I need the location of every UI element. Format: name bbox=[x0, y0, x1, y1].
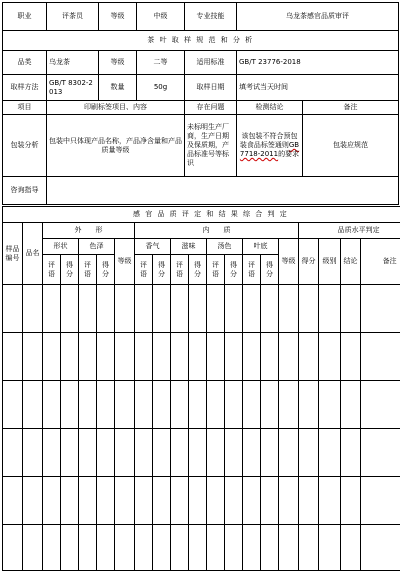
method-value: GB/T 8302-2013 bbox=[47, 75, 99, 101]
table-cell[interactable] bbox=[243, 477, 261, 525]
table-cell[interactable] bbox=[279, 525, 299, 571]
table-cell[interactable] bbox=[115, 285, 135, 333]
table-cell[interactable] bbox=[79, 333, 97, 381]
table-cell[interactable] bbox=[171, 381, 189, 429]
table-cell[interactable] bbox=[319, 477, 341, 525]
table-cell[interactable] bbox=[319, 381, 341, 429]
table-cell[interactable] bbox=[115, 381, 135, 429]
table-cell[interactable] bbox=[243, 285, 261, 333]
table-cell[interactable] bbox=[23, 381, 43, 429]
table-cell[interactable] bbox=[135, 333, 153, 381]
leaf-score: 得分 bbox=[261, 255, 279, 285]
table-cell[interactable] bbox=[299, 333, 319, 381]
section2-title: 感 官 品 质 评 定 和 结 果 综 合 判 定 bbox=[3, 207, 400, 223]
table-cell[interactable] bbox=[115, 477, 135, 525]
table-cell[interactable] bbox=[43, 525, 61, 571]
table-cell[interactable] bbox=[319, 285, 341, 333]
product-label: 品类 bbox=[3, 51, 47, 75]
occupation-value: 评茶员 bbox=[47, 3, 99, 31]
internal-header: 内 质 bbox=[135, 223, 299, 239]
table-cell[interactable] bbox=[319, 429, 341, 477]
shape-header: 形状 bbox=[43, 239, 79, 255]
date-value: 填考试当天时间 bbox=[237, 75, 399, 101]
pack-label: 包装分析 bbox=[3, 115, 47, 177]
item-label: 项目 bbox=[3, 101, 47, 115]
table-cell[interactable] bbox=[3, 285, 23, 333]
sample-no-header: 样品编号 bbox=[3, 223, 23, 285]
table-cell[interactable] bbox=[23, 429, 43, 477]
table-cell[interactable] bbox=[207, 429, 225, 477]
liquor-comment: 评语 bbox=[207, 255, 225, 285]
table-cell[interactable] bbox=[43, 333, 61, 381]
table-cell[interactable] bbox=[43, 285, 61, 333]
table-cell[interactable] bbox=[79, 381, 97, 429]
table-cell[interactable] bbox=[341, 477, 361, 525]
table-cell[interactable] bbox=[279, 477, 299, 525]
table-cell[interactable] bbox=[61, 525, 79, 571]
table-cell[interactable] bbox=[189, 525, 207, 571]
pack-content: 包装中只体现产品名称，产品净含量和产品质量等级 bbox=[47, 115, 185, 177]
table-cell[interactable] bbox=[341, 333, 361, 381]
overall-header: 品质水平判定 bbox=[299, 223, 400, 239]
table-cell[interactable] bbox=[207, 477, 225, 525]
table-cell[interactable] bbox=[135, 525, 153, 571]
table-cell[interactable] bbox=[341, 285, 361, 333]
table-cell[interactable] bbox=[61, 285, 79, 333]
table-row bbox=[3, 477, 400, 525]
table-cell[interactable] bbox=[279, 333, 299, 381]
standard-label: 适用标准 bbox=[185, 51, 237, 75]
consult-label: 咨询指导 bbox=[3, 177, 47, 205]
table-cell[interactable] bbox=[299, 429, 319, 477]
table-row bbox=[3, 429, 400, 477]
table-cell[interactable] bbox=[153, 525, 171, 571]
module-value: 乌龙茶感官品质审评 bbox=[237, 3, 399, 31]
color-comment: 评语 bbox=[79, 255, 97, 285]
table-cell[interactable] bbox=[207, 525, 225, 571]
table-cell[interactable] bbox=[97, 333, 115, 381]
method-label: 取样方法 bbox=[3, 75, 47, 101]
liquor-header: 汤色 bbox=[207, 239, 243, 255]
conclusion-text: 该包装不符合预包装食品标签通则 bbox=[240, 132, 298, 149]
liquor-score: 得分 bbox=[225, 255, 243, 285]
table-cell[interactable] bbox=[153, 333, 171, 381]
table-cell[interactable] bbox=[225, 477, 243, 525]
pack-problem: 未标明生产厂商，生产日期及保质期，产品标准号等标识 bbox=[185, 115, 237, 177]
table-cell[interactable] bbox=[171, 285, 189, 333]
table-cell[interactable] bbox=[261, 285, 279, 333]
aroma-comment: 评语 bbox=[135, 255, 153, 285]
table-cell[interactable] bbox=[61, 477, 79, 525]
table-cell[interactable] bbox=[299, 525, 319, 571]
table-cell[interactable] bbox=[3, 381, 23, 429]
table-cell[interactable] bbox=[135, 429, 153, 477]
table-cell[interactable] bbox=[361, 477, 400, 525]
table-cell[interactable] bbox=[79, 429, 97, 477]
table-cell[interactable] bbox=[189, 333, 207, 381]
table-cell[interactable] bbox=[279, 285, 299, 333]
leaf-header: 叶底 bbox=[243, 239, 279, 255]
pack-remark: 包装应规范 bbox=[303, 115, 399, 177]
table-cell[interactable] bbox=[135, 285, 153, 333]
table-cell[interactable] bbox=[115, 333, 135, 381]
table-cell[interactable] bbox=[261, 477, 279, 525]
table-cell[interactable] bbox=[43, 477, 61, 525]
remarks-header: 备注 bbox=[361, 239, 400, 285]
table-cell[interactable] bbox=[23, 285, 43, 333]
module-label: 专业技能 bbox=[185, 3, 237, 31]
name-header: 品名 bbox=[23, 223, 43, 285]
table-cell[interactable] bbox=[153, 429, 171, 477]
table-cell[interactable] bbox=[171, 333, 189, 381]
table-cell[interactable] bbox=[261, 429, 279, 477]
table-cell[interactable] bbox=[153, 285, 171, 333]
table-cell[interactable] bbox=[135, 477, 153, 525]
blank-rows bbox=[3, 285, 400, 571]
table-cell[interactable] bbox=[135, 381, 153, 429]
shape-score: 得分 bbox=[61, 255, 79, 285]
qty-label: 数量 bbox=[99, 75, 137, 101]
remark-label: 备注 bbox=[303, 101, 399, 115]
section1-title: 茶 叶 取 样 规 范 和 分 析 bbox=[3, 31, 399, 51]
table-cell[interactable] bbox=[243, 525, 261, 571]
level-label: 等级 bbox=[99, 51, 137, 75]
table-cell[interactable] bbox=[43, 381, 61, 429]
table-cell[interactable] bbox=[225, 381, 243, 429]
table-cell[interactable] bbox=[189, 429, 207, 477]
table-cell[interactable] bbox=[153, 477, 171, 525]
standard-value: GB/T 23776-2018 bbox=[237, 51, 399, 75]
content-label: 印刷标签项目、内容 bbox=[47, 101, 185, 115]
table-cell[interactable] bbox=[341, 429, 361, 477]
table-cell[interactable] bbox=[225, 525, 243, 571]
sampling-table bbox=[2, 2, 399, 205]
table-cell[interactable] bbox=[79, 285, 97, 333]
table-cell[interactable] bbox=[171, 477, 189, 525]
table-cell[interactable] bbox=[61, 381, 79, 429]
table-row bbox=[3, 525, 400, 571]
table-cell[interactable] bbox=[299, 381, 319, 429]
taste-header: 滋味 bbox=[171, 239, 207, 255]
table-cell[interactable] bbox=[23, 333, 43, 381]
product-value: 乌龙茶 bbox=[47, 51, 99, 75]
result-header: 结论 bbox=[341, 239, 361, 285]
table-cell[interactable] bbox=[319, 525, 341, 571]
table-row bbox=[3, 285, 400, 333]
conclusion-suffix: 的要求 bbox=[278, 150, 299, 158]
date-label: 取样日期 bbox=[185, 75, 237, 101]
occupation-label: 职业 bbox=[3, 3, 47, 31]
time-label: 存在问题 bbox=[185, 101, 237, 115]
color-header: 色泽 bbox=[79, 239, 115, 255]
rank-header: 级别 bbox=[319, 239, 341, 285]
table-cell[interactable] bbox=[261, 381, 279, 429]
table-cell[interactable] bbox=[3, 429, 23, 477]
table-cell[interactable] bbox=[361, 333, 400, 381]
table-cell[interactable] bbox=[361, 285, 400, 333]
consult-value bbox=[47, 177, 399, 205]
table-cell[interactable] bbox=[319, 333, 341, 381]
table-cell[interactable] bbox=[3, 477, 23, 525]
table-cell[interactable] bbox=[171, 525, 189, 571]
table-cell[interactable] bbox=[61, 333, 79, 381]
aroma-header: 香气 bbox=[135, 239, 171, 255]
color-score: 得分 bbox=[97, 255, 115, 285]
table-cell[interactable] bbox=[299, 477, 319, 525]
table-cell[interactable] bbox=[225, 333, 243, 381]
conclusion-standard: GB7718-2011 bbox=[240, 141, 299, 158]
table-cell[interactable] bbox=[61, 429, 79, 477]
table-cell[interactable] bbox=[243, 333, 261, 381]
conclusion-label: 检测结论 bbox=[237, 101, 303, 115]
table-cell[interactable] bbox=[361, 429, 400, 477]
internal-level-header: 等级 bbox=[279, 239, 299, 285]
qty-value: 50g bbox=[137, 75, 185, 101]
aroma-score: 得分 bbox=[153, 255, 171, 285]
shape-comment: 评语 bbox=[43, 255, 61, 285]
taste-comment: 评语 bbox=[171, 255, 189, 285]
table-cell[interactable] bbox=[261, 333, 279, 381]
grade-label: 等级 bbox=[99, 3, 137, 31]
table-cell[interactable] bbox=[97, 477, 115, 525]
table-cell[interactable] bbox=[115, 525, 135, 571]
table-cell[interactable] bbox=[189, 477, 207, 525]
table-cell[interactable] bbox=[341, 525, 361, 571]
grade-value: 中级 bbox=[137, 3, 185, 31]
table-cell[interactable] bbox=[115, 429, 135, 477]
table-cell[interactable] bbox=[189, 285, 207, 333]
leaf-comment: 评语 bbox=[243, 255, 261, 285]
table-cell[interactable] bbox=[23, 525, 43, 571]
table-cell[interactable] bbox=[225, 285, 243, 333]
table-cell[interactable] bbox=[97, 381, 115, 429]
table-cell[interactable] bbox=[23, 477, 43, 525]
table-cell[interactable] bbox=[79, 477, 97, 525]
appearance-header: 外 形 bbox=[43, 223, 135, 239]
table-cell[interactable] bbox=[243, 429, 261, 477]
table-cell[interactable] bbox=[153, 381, 171, 429]
table-cell[interactable] bbox=[3, 333, 23, 381]
table-cell[interactable] bbox=[207, 285, 225, 333]
table-cell[interactable] bbox=[97, 525, 115, 571]
table-cell[interactable] bbox=[207, 333, 225, 381]
table-cell[interactable] bbox=[171, 429, 189, 477]
pack-conclusion bbox=[237, 115, 303, 177]
level-value: 二等 bbox=[137, 51, 185, 75]
table-cell[interactable] bbox=[207, 381, 225, 429]
table-row bbox=[3, 381, 400, 429]
table-cell[interactable] bbox=[361, 525, 400, 571]
table-cell[interactable] bbox=[361, 381, 400, 429]
table-cell[interactable] bbox=[341, 381, 361, 429]
table-cell[interactable] bbox=[279, 429, 299, 477]
table-cell[interactable] bbox=[243, 381, 261, 429]
table-cell[interactable] bbox=[261, 525, 279, 571]
table-row bbox=[3, 333, 400, 381]
table-cell[interactable] bbox=[97, 429, 115, 477]
table-cell[interactable] bbox=[79, 525, 97, 571]
table-cell[interactable] bbox=[299, 285, 319, 333]
taste-score: 得分 bbox=[189, 255, 207, 285]
appearance-grade-header: 等级 bbox=[115, 239, 135, 285]
table-cell[interactable] bbox=[97, 285, 115, 333]
table-cell[interactable] bbox=[189, 381, 207, 429]
evaluation-table bbox=[2, 206, 400, 571]
table-cell[interactable] bbox=[279, 381, 299, 429]
table-cell[interactable] bbox=[225, 429, 243, 477]
table-cell[interactable] bbox=[3, 525, 23, 571]
table-cell[interactable] bbox=[43, 429, 61, 477]
score-header: 得分 bbox=[299, 239, 319, 285]
